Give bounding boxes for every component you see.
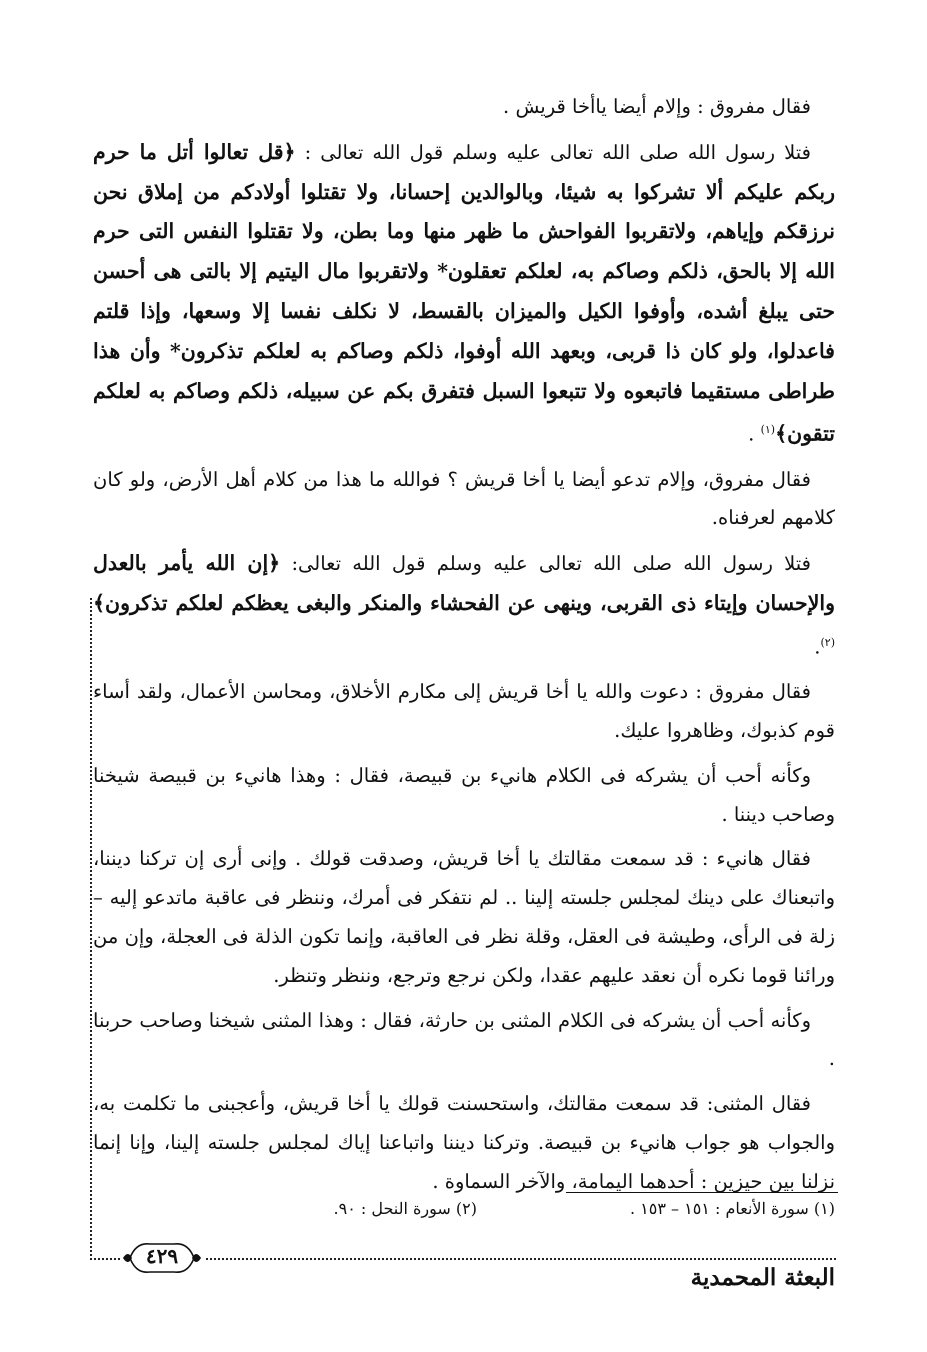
paragraph-2 [93,133,835,455]
paragraph-text: فقال مفروق، وإلام تدعو أيضا يا أخا قريش ؟ فوالله ما هذا من كلام أهل الأرض، ولو كان كلامهم لعرفناه. [93,467,835,530]
paragraph-1 [93,88,835,127]
page-number: ٤٢٩ [145,1244,179,1268]
paragraph-text: وكأنه أحب أن يشركه فى الكلام هانيء بن قبيصة، فقال : وهذا هانيء بن قبيصة شيخنا وصاحب ديننا . [93,763,835,826]
paragraph-7 [93,840,835,995]
paragraph-5 [93,673,835,751]
body-text [93,88,835,1208]
paragraph-text: فقال المثنى: قد سمعت مقالتك، واستحسنت قولك يا أخا قريش، وأعجبنى ما تكلمت به، والجواب هو جواب هانيء بن قبيصة. وتركنا ديننا واتباعنا إياك لمجلس جلسته إلينا، وإنا إنما نزلنا بين حيزين : أحدهما اليمامة، والآخر السماوة . [93,1092,835,1193]
page-number-frame [120,1238,204,1278]
paragraph-text: فقال هانيء : قد سمعت مقالتك يا أخا قريش، وصدقت قولك . وإنى أرى إن تركنا ديننا، واتبعناك على دينك لمجلس جلسته إلينا .. لم نتفكر فى أمرك، وننظر فى عاقبة ماتدعو إليه – زلة فى الرأى، وطيشة فى العقل، وقلة نظر فى العاقبة، وإنما تكون الذلة فى العجلة، وإن من ورائنا قوما نكره أن نعقد عليهم عقدا، ولكن نرجع وترجع، وننظر وتنظر. [93,847,835,987]
paragraph-text: فقال مفروق : دعوت والله يا أخا قريش إلى مكارم الأخلاق، ومحاسن الأعمال، ولقد أساء قوم كذبوك، وظاهروا عليك. [93,680,835,742]
running-title: البعثة المحمدية [685,1264,835,1291]
decorative-border-left [90,598,94,1260]
paragraph-8 [93,1002,835,1080]
paragraph-intro: فتلا رسول الله صلى الله تعالى عليه وسلم قول الله تعالى: [280,552,811,576]
footnote-1: (١) سورة الأنعام : ١٥١ – ١٥٣ . [629,1199,835,1218]
quran-verse: ﴿قل تعالوا أتل ما حرم ربكم عليكم ألا تشركوا به شيئا، وبالوالدين إحسانا، ولا تقتلوا أولادكم من إملاق نحن نرزقكم وإياهم، ولاتقربوا الفواحش ما ظهر منها وما بطن، ولا تقتلوا النفس التى حرم الله إلا بالحق، ذلكم وصاكم به، لعلكم تعقلون* ولاتقربوا مال اليتيم إلا بالتى هى أحسن حتى يبلغ أشده، وأوفوا الكيل والميزان بالقسط، لا نكلف نفسا إلا وسعها، وإذا قلتم فاعدلوا، ولو كان ذا قربى، وبعهد الله أوفوا، ذلكم وصاكم به لعلكم تذكرون* وأن هذا طراطى مستقيما فاتبعوه ولا تتبعوا السبل فتفرق بكم عن سبيله، ذلكم وصاكم به لعلكم تتقون﴾ [93,139,835,446]
footnote-marker: (١) [760,423,776,437]
paragraph-text: فقال مفروق : وإلام أيضا ياأخا قريش . [503,95,811,118]
paragraph-end: . [748,422,761,446]
paragraph-intro: فتلا رسول الله صلى الله تعالى عليه وسلم قول الله تعالى : [295,140,811,164]
paragraph-9 [93,1085,835,1201]
footnote-2: (٢) سورة النحل : ٩٠. [333,1199,477,1218]
footnote-divider [566,1192,838,1193]
paragraph-6 [93,757,835,835]
paragraph-text: وكأنه أحب أن يشركه فى الكلام المثنى بن حارثة، فقال : وهذا المثنى شيخنا وصاحب حربنا . [93,1008,835,1071]
paragraph-end: . [814,635,821,659]
paragraph-3 [93,461,835,539]
quran-verse: ﴿إن الله يأمر بالعدل والإحسان وإيتاء ذى القربى، وينهى عن الفحشاء والمنكر والبغى يعظكم لعلكم تذكرون﴾ [93,551,835,616]
footnote-marker: (٢) [820,635,835,649]
paragraph-4 [93,544,835,667]
